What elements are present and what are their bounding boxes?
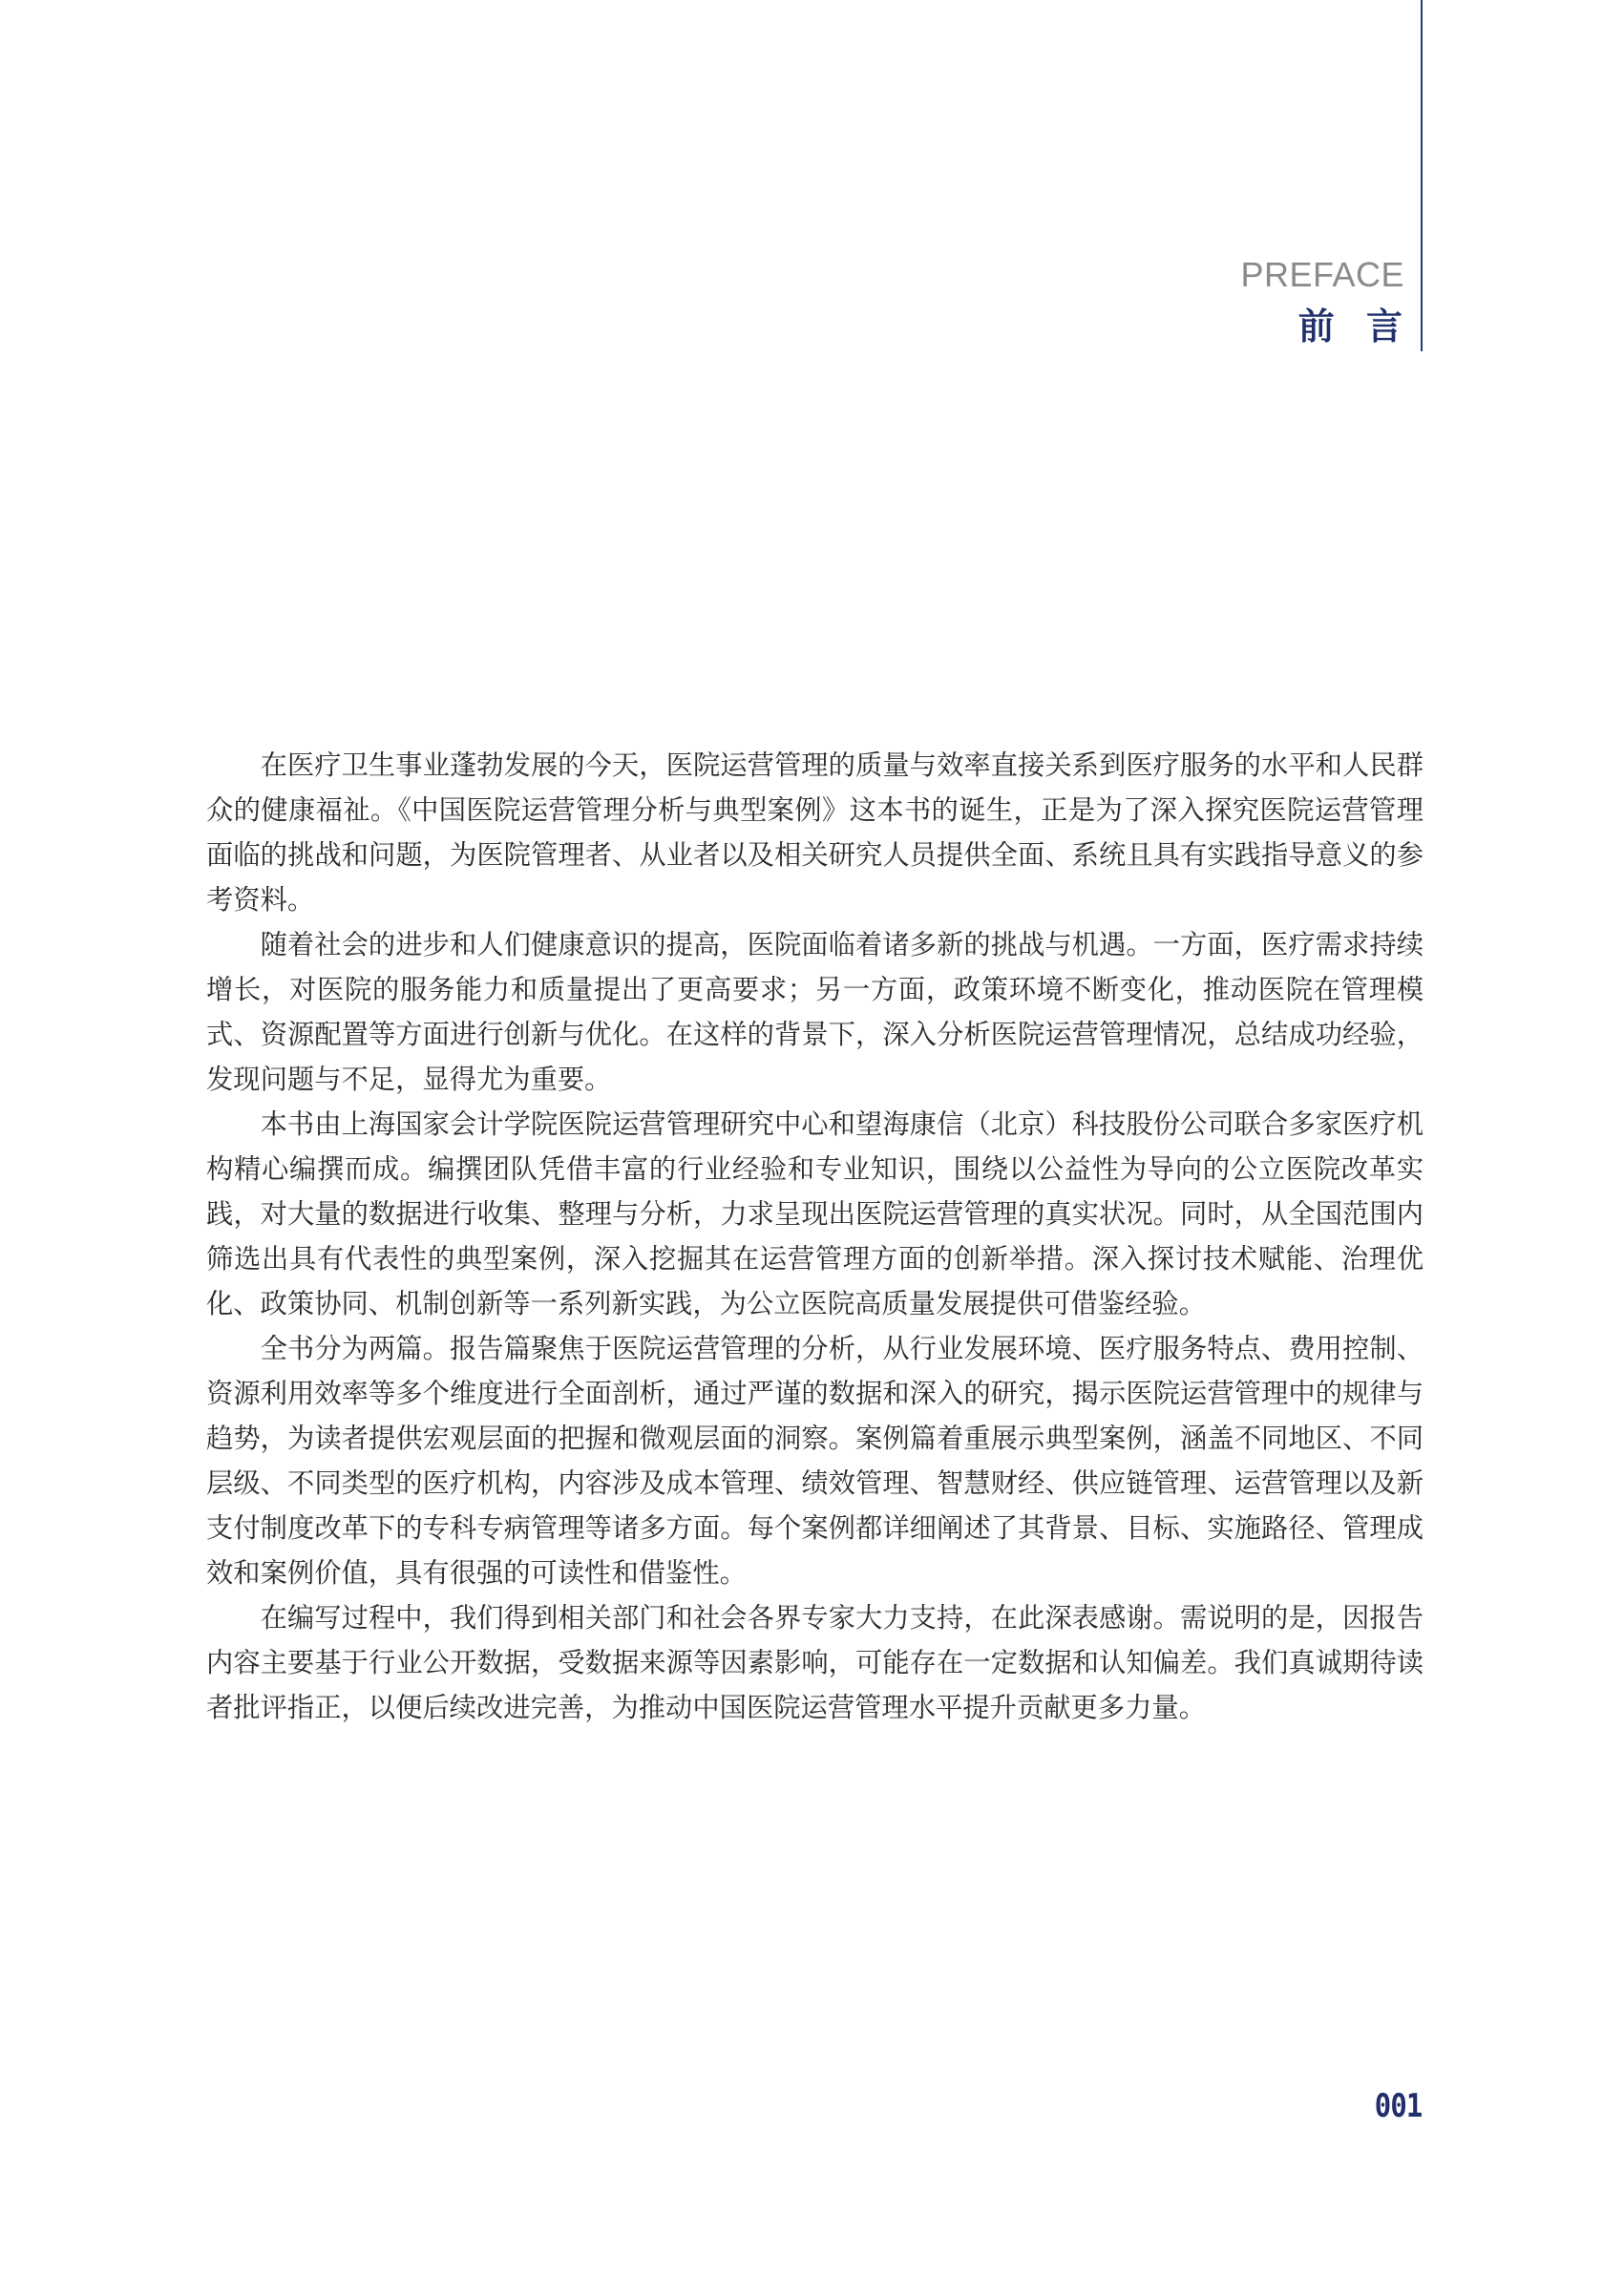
page-header <box>1240 255 1412 351</box>
paragraph: 随着社会的进步和人们健康意识的提高，医院面临着诸多新的挑战与机遇。一方面，医疗需求持续增长，对医院的服务能力和质量提出了更高要求；另一方面，政策环境不断变化，推动医院在管理模式、资源配置等方面进行创新与优化。在这样的背景下，深入分析医院运营管理情况，总结成功经验，发现问题与不足，显得尤为重要。 <box>206 929 1424 1095</box>
vertical-rule <box>1421 0 1423 351</box>
title-chinese: 前 言 <box>1297 306 1412 348</box>
paragraph: 全书分为两篇。报告篇聚焦于医院运营管理的分析，从行业发展环境、医疗服务特点、费用控制、资源利用效率等多个维度进行全面剖析，通过严谨的数据和深入的研究，揭示医院运营管理中的规律与趋势，为读者提供宏观层面的把握和微观层面的洞察。案例篇着重展示典型案例，涵盖不同地区、不同层级、不同类型的医疗机构，内容涉及成本管理、绩效管理、智慧财经、供应链管理、运营管理以及新支付制度改革下的专科专病管理等诸多方面。每个案例都详细阐述了其背景、目标、实施路径、管理成效和案例价值，具有很强的可读性和借鉴性。 <box>206 1333 1424 1589</box>
body-text <box>206 743 1424 1730</box>
paragraph: 在编写过程中，我们得到相关部门和社会各界专家大力支持，在此深表感谢。需说明的是，因报告内容主要基于行业公开数据，受数据来源等因素影响，可能存在一定数据和认知偏差。我们真诚期待读者批评指正，以便后续改进完善，为推动中国医院运营管理水平提升贡献更多力量。 <box>206 1602 1424 1723</box>
paragraph: 在医疗卫生事业蓬勃发展的今天，医院运营管理的质量与效率直接关系到医疗服务的水平和人民群众的健康福祉。《中国医院运营管理分析与典型案例》这本书的诞生，正是为了深入探究医院运营管理面临的挑战和问题，为医院管理者、从业者以及相关研究人员提供全面、系统且具有实践指导意义的参考资料。 <box>206 749 1424 916</box>
paragraph: 本书由上海国家会计学院医院运营管理研究中心和望海康信（北京）科技股份公司联合多家医疗机构精心编撰而成。编撰团队凭借丰富的行业经验和专业知识，围绕以公益性为导向的公立医院改革实践，对大量的数据进行收集、整理与分析，力求呈现出医院运营管理的真实状况。同时，从全国范围内筛选出具有代表性的典型案例，深入挖掘其在运营管理方面的创新举措。深入探讨技术赋能、治理优化、政策协同、机制创新等一系列新实践，为公立医院高质量发展提供可借鉴经验。 <box>206 1108 1424 1319</box>
title-english: PREFACE <box>1240 255 1404 294</box>
page-number: 001 <box>1374 2087 1422 2125</box>
